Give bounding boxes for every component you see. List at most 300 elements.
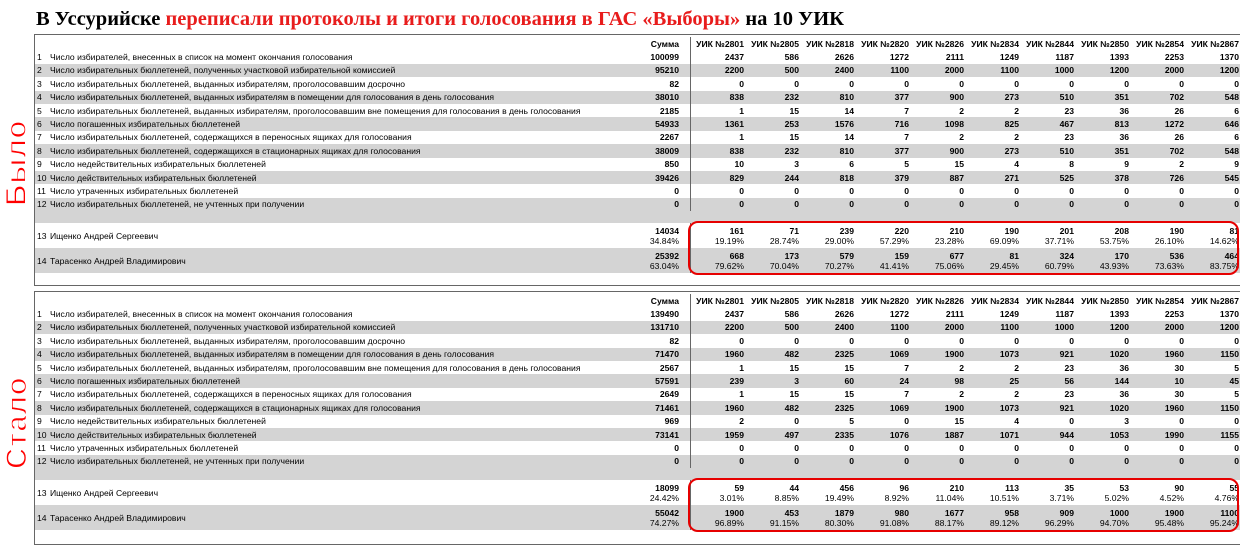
row-number: 7 bbox=[37, 389, 42, 400]
candidate-sum-percent: 74.27% bbox=[649, 517, 679, 528]
candidate-votes: 677 bbox=[949, 250, 964, 261]
row-label bbox=[35, 455, 640, 468]
candidate-percent: 91.08% bbox=[879, 517, 909, 528]
row-number: 2 bbox=[37, 322, 42, 333]
row-number: 3 bbox=[37, 78, 42, 89]
table-row bbox=[35, 77, 1240, 90]
row-value: 26 bbox=[1174, 132, 1184, 143]
row-label bbox=[35, 307, 640, 320]
row-value: 15 bbox=[844, 389, 854, 400]
row-value: 273 bbox=[1004, 92, 1019, 103]
row-value: 351 bbox=[1114, 92, 1129, 103]
candidate-sum bbox=[640, 505, 681, 530]
candidate-votes: 210 bbox=[949, 225, 964, 236]
row-value: 0 bbox=[794, 78, 799, 89]
candidate-votes: 201 bbox=[1059, 225, 1074, 236]
row-value: 1069 bbox=[889, 349, 909, 360]
candidate-sum-votes: 55042 bbox=[655, 507, 679, 518]
row-sum: 850 bbox=[664, 159, 679, 170]
row-number: 14 bbox=[37, 255, 47, 266]
candidate-votes: 579 bbox=[839, 250, 854, 261]
table-row bbox=[35, 361, 1240, 374]
row-number: 7 bbox=[37, 132, 42, 143]
table-row bbox=[35, 415, 1240, 428]
row-label bbox=[35, 117, 640, 130]
row-sum: 0 bbox=[674, 199, 679, 210]
row-value: 1272 bbox=[889, 52, 909, 63]
row-value: 253 bbox=[784, 119, 799, 130]
row-sum: 0 bbox=[674, 186, 679, 197]
column-gap bbox=[681, 184, 691, 197]
candidate-percent: 96.89% bbox=[714, 517, 744, 528]
row-value: 23 bbox=[1064, 132, 1074, 143]
row-value: 377 bbox=[894, 92, 909, 103]
row-number: 6 bbox=[37, 376, 42, 387]
row-sum: 969 bbox=[664, 416, 679, 427]
row-value: 144 bbox=[1114, 376, 1129, 387]
row-value: 1393 bbox=[1109, 309, 1129, 320]
table-header-row bbox=[35, 294, 1240, 307]
candidate-percent: 57.29% bbox=[879, 235, 909, 246]
candidate-percent: 28.74% bbox=[769, 235, 799, 246]
row-value: 1249 bbox=[999, 309, 1019, 320]
header-uik: УИК №2844 bbox=[1026, 38, 1074, 49]
candidate-votes: 208 bbox=[1114, 225, 1129, 236]
row-value: 702 bbox=[1169, 145, 1184, 156]
row-value: 23 bbox=[1064, 105, 1074, 116]
candidate-votes: 239 bbox=[839, 225, 854, 236]
column-gap bbox=[681, 348, 691, 361]
row-value: 0 bbox=[849, 186, 854, 197]
row-value: 0 bbox=[849, 78, 854, 89]
candidate-sum-votes: 25392 bbox=[655, 250, 679, 261]
row-text: Число недействительных избирательных бюллетеней bbox=[50, 159, 266, 170]
row-label bbox=[35, 158, 640, 171]
candidate-votes: 958 bbox=[1004, 507, 1019, 518]
candidate-votes: 909 bbox=[1059, 507, 1074, 518]
row-value: 1098 bbox=[944, 119, 964, 130]
row-text: Число недействительных избирательных бюллетеней bbox=[50, 416, 266, 427]
header-uik: УИК №2867 bbox=[1191, 295, 1239, 306]
candidate-votes: 1900 bbox=[1164, 507, 1184, 518]
row-value: 1960 bbox=[724, 349, 744, 360]
row-value: 6 bbox=[1234, 105, 1239, 116]
row-label bbox=[35, 361, 640, 374]
table-row bbox=[35, 104, 1240, 117]
row-value: 0 bbox=[1234, 416, 1239, 427]
candidate-percent: 91.15% bbox=[769, 517, 799, 528]
table-row bbox=[35, 321, 1240, 334]
row-value: 2626 bbox=[834, 52, 854, 63]
row-sum: 73141 bbox=[655, 429, 679, 440]
header-uik: УИК №2801 bbox=[696, 38, 744, 49]
candidate-percent: 19.49% bbox=[824, 492, 854, 503]
row-value: 1076 bbox=[889, 429, 909, 440]
candidate-votes: 1100 bbox=[1220, 507, 1239, 518]
table-row bbox=[35, 334, 1240, 347]
row-label bbox=[35, 50, 640, 63]
candidate-votes: 220 bbox=[894, 225, 909, 236]
row-label bbox=[35, 401, 640, 414]
row-value: 2400 bbox=[834, 65, 854, 76]
column-gap bbox=[681, 37, 691, 50]
row-value: 0 bbox=[1014, 443, 1019, 454]
row-text: Число избирательных бюллетеней, не учтенных при получении bbox=[50, 456, 305, 467]
candidate-percent: 8.92% bbox=[884, 492, 909, 503]
candidate-percent: 96.29% bbox=[1044, 517, 1074, 528]
row-value: 0 bbox=[1179, 416, 1184, 427]
row-value: 1 bbox=[739, 362, 744, 373]
candidate-percent: 3.01% bbox=[719, 492, 744, 503]
row-value: 0 bbox=[1179, 186, 1184, 197]
header-uik: УИК №2820 bbox=[861, 295, 909, 306]
row-value: 377 bbox=[894, 145, 909, 156]
row-value: 2 bbox=[1014, 362, 1019, 373]
row-text: Число избирательных бюллетеней, выданных избирателям, проголосовавшим вне помещения для голосования в день голосования bbox=[50, 362, 581, 373]
row-value: 239 bbox=[729, 376, 744, 387]
row-value: 1020 bbox=[1109, 349, 1129, 360]
row-value: 0 bbox=[1069, 456, 1074, 467]
candidate-percent: 11.04% bbox=[935, 492, 964, 503]
column-gap bbox=[681, 198, 691, 211]
candidate-votes: 190 bbox=[1169, 225, 1184, 236]
row-value: 30 bbox=[1174, 389, 1184, 400]
row-value: 1960 bbox=[1164, 402, 1184, 413]
row-value: 838 bbox=[729, 92, 744, 103]
row-sum: 38009 bbox=[655, 145, 679, 156]
row-value: 0 bbox=[1124, 199, 1129, 210]
row-value: 0 bbox=[1179, 335, 1184, 346]
table-row bbox=[35, 117, 1240, 130]
headline-highlight: переписали протоколы и итоги голосования в ГАС «Выборы» bbox=[165, 8, 741, 30]
row-value: 0 bbox=[1014, 456, 1019, 467]
row-number: 1 bbox=[37, 309, 42, 320]
row-value: 2253 bbox=[1164, 309, 1184, 320]
row-value: 7 bbox=[904, 362, 909, 373]
header-uik: УИК №2818 bbox=[806, 38, 854, 49]
row-value: 586 bbox=[784, 52, 799, 63]
candidate-votes: 464 bbox=[1224, 250, 1239, 261]
row-sum: 38010 bbox=[655, 92, 679, 103]
header-uik: УИК №2818 bbox=[806, 295, 854, 306]
table-row bbox=[35, 50, 1240, 63]
row-label bbox=[35, 131, 640, 144]
candidate-votes: 324 bbox=[1059, 250, 1074, 261]
row-value: 1071 bbox=[999, 429, 1019, 440]
row-value: 1069 bbox=[889, 402, 909, 413]
candidate-percent: 4.76% bbox=[1214, 492, 1239, 503]
row-text: Число избирательных бюллетеней, выданных избирателям, проголосовавшим вне помещения для голосования в день голосования bbox=[50, 105, 581, 116]
candidate-percent: 70.27% bbox=[824, 260, 854, 271]
row-value: 0 bbox=[739, 78, 744, 89]
row-sum: 0 bbox=[674, 443, 679, 454]
row-value: 1020 bbox=[1109, 402, 1129, 413]
row-text: Число избирательных бюллетеней, содержащихся в переносных ящиках для голосования bbox=[50, 132, 412, 143]
row-value: 810 bbox=[839, 92, 854, 103]
row-text: Число избирательных бюллетеней, полученных участковой избирательной комиссией bbox=[50, 322, 396, 333]
candidate-percent: 88.17% bbox=[934, 517, 964, 528]
row-value: 379 bbox=[894, 172, 909, 183]
row-value: 273 bbox=[1004, 145, 1019, 156]
row-sum: 2567 bbox=[659, 362, 679, 373]
row-value: 0 bbox=[739, 456, 744, 467]
candidate-percent: 3.71% bbox=[1049, 492, 1074, 503]
row-label bbox=[35, 388, 640, 401]
row-text: Число избирательных бюллетеней, выданных избирателям, проголосовавшим досрочно bbox=[50, 78, 406, 89]
candidate-votes: 44 bbox=[789, 482, 799, 493]
row-number: 5 bbox=[37, 362, 42, 373]
table-row bbox=[35, 388, 1240, 401]
row-value: 1000 bbox=[1054, 322, 1074, 333]
row-number: 2 bbox=[37, 65, 42, 76]
row-value: 0 bbox=[794, 335, 799, 346]
column-gap bbox=[681, 131, 691, 144]
candidate-label bbox=[35, 505, 640, 530]
row-sum: 2649 bbox=[659, 389, 679, 400]
row-text: Число погашенных избирательных бюллетеней bbox=[50, 119, 241, 130]
candidate-percent: 19.19% bbox=[714, 235, 744, 246]
row-value: 0 bbox=[849, 199, 854, 210]
column-gap bbox=[681, 455, 691, 468]
row-value: 2325 bbox=[834, 349, 854, 360]
row-value: 0 bbox=[739, 186, 744, 197]
row-value: 1100 bbox=[890, 322, 909, 333]
row-value: 0 bbox=[904, 443, 909, 454]
row-value: 497 bbox=[784, 429, 799, 440]
row-label bbox=[35, 198, 640, 211]
row-value: 0 bbox=[1069, 416, 1074, 427]
candidate-percent: 95.48% bbox=[1154, 517, 1184, 528]
row-label bbox=[35, 321, 640, 334]
row-value: 232 bbox=[784, 92, 799, 103]
candidate-percent: 79.62% bbox=[714, 260, 744, 271]
row-label bbox=[35, 104, 640, 117]
header-uik: УИК №2867 bbox=[1191, 38, 1239, 49]
row-label bbox=[35, 77, 640, 90]
candidate-votes: 1900 bbox=[724, 507, 744, 518]
row-value: 1200 bbox=[1109, 65, 1129, 76]
candidate-percent: 89.12% bbox=[989, 517, 1019, 528]
row-value: 2 bbox=[739, 416, 744, 427]
row-value: 0 bbox=[1069, 78, 1074, 89]
row-value: 1272 bbox=[1164, 119, 1184, 130]
row-value: 0 bbox=[739, 335, 744, 346]
row-value: 5 bbox=[904, 159, 909, 170]
table-row bbox=[35, 348, 1240, 361]
row-value: 5 bbox=[1234, 362, 1239, 373]
row-label bbox=[35, 441, 640, 454]
candidate-percent: 70.04% bbox=[769, 260, 799, 271]
row-text: Число избирателей, внесенных в список на момент окончания голосования bbox=[50, 52, 353, 63]
row-label bbox=[35, 144, 640, 157]
table-row bbox=[35, 441, 1240, 454]
row-value: 2000 bbox=[1164, 65, 1184, 76]
table-row bbox=[35, 428, 1240, 441]
row-value: 1272 bbox=[889, 309, 909, 320]
row-value: 7 bbox=[904, 132, 909, 143]
candidate-votes: 55 bbox=[1229, 482, 1239, 493]
row-value: 232 bbox=[784, 145, 799, 156]
row-text: Число действительных избирательных бюллетеней bbox=[50, 429, 257, 440]
row-value: 15 bbox=[789, 132, 799, 143]
row-value: 6 bbox=[1234, 132, 1239, 143]
row-value: 545 bbox=[1224, 172, 1239, 183]
row-value: 0 bbox=[1179, 78, 1184, 89]
row-number: 9 bbox=[37, 416, 42, 427]
row-value: 2253 bbox=[1164, 52, 1184, 63]
row-value: 378 bbox=[1114, 172, 1129, 183]
table-row bbox=[35, 374, 1240, 387]
row-value: 1393 bbox=[1109, 52, 1129, 63]
row-sum: 39426 bbox=[655, 172, 679, 183]
row-value: 0 bbox=[904, 416, 909, 427]
row-text: Число избирательных бюллетеней, выданных избирателям в помещении для голосования в день голосования bbox=[50, 349, 495, 360]
row-value: 510 bbox=[1059, 145, 1074, 156]
row-value: 1 bbox=[739, 132, 744, 143]
row-value: 0 bbox=[1069, 443, 1074, 454]
header-uik: УИК №2826 bbox=[916, 295, 964, 306]
row-value: 2 bbox=[959, 362, 964, 373]
headline-part1: В Уссурийске bbox=[36, 8, 166, 30]
row-text: Число избирательных бюллетеней, полученных участковой избирательной комиссией bbox=[50, 65, 396, 76]
row-value: 1200 bbox=[1219, 322, 1239, 333]
candidate-votes: 96 bbox=[899, 482, 909, 493]
column-gap bbox=[681, 144, 691, 157]
row-value: 1053 bbox=[1109, 429, 1129, 440]
row-number: 11 bbox=[37, 443, 46, 454]
candidate-name: Ищенко Андрей Сергеевич bbox=[50, 487, 159, 498]
candidate-percent: 10.51% bbox=[989, 492, 1019, 503]
row-value: 7 bbox=[904, 389, 909, 400]
row-value: 10 bbox=[734, 159, 744, 170]
row-value: 2400 bbox=[834, 322, 854, 333]
row-value: 1150 bbox=[1220, 402, 1239, 413]
row-value: 0 bbox=[904, 78, 909, 89]
row-value: 1959 bbox=[724, 429, 744, 440]
row-sum: 95210 bbox=[655, 65, 679, 76]
row-value: 56 bbox=[1064, 376, 1074, 387]
row-sum: 131710 bbox=[650, 322, 679, 333]
row-value: 0 bbox=[1234, 186, 1239, 197]
row-value: 482 bbox=[784, 349, 799, 360]
row-value: 0 bbox=[959, 456, 964, 467]
candidate-votes: 71 bbox=[789, 225, 799, 236]
row-value: 2626 bbox=[834, 309, 854, 320]
row-value: 4 bbox=[1014, 159, 1019, 170]
row-value: 0 bbox=[849, 335, 854, 346]
candidate-percent: 26.10% bbox=[1154, 235, 1184, 246]
candidate-name: Тарасенко Андрей Владимирович bbox=[50, 255, 186, 266]
row-value: 0 bbox=[1179, 456, 1184, 467]
row-value: 1150 bbox=[1220, 349, 1239, 360]
row-value: 900 bbox=[949, 92, 964, 103]
row-value: 0 bbox=[1124, 78, 1129, 89]
row-value: 2325 bbox=[834, 402, 854, 413]
table-row bbox=[35, 184, 1240, 197]
row-value: 1200 bbox=[1109, 322, 1129, 333]
row-value: 271 bbox=[1004, 172, 1019, 183]
candidate-votes: 90 bbox=[1174, 482, 1184, 493]
row-value: 14 bbox=[844, 132, 854, 143]
row-value: 60 bbox=[844, 376, 854, 387]
header-uik: УИК №2850 bbox=[1081, 38, 1129, 49]
highlight-box bbox=[688, 478, 1239, 532]
row-value: 2111 bbox=[945, 52, 964, 63]
row-value: 3 bbox=[1124, 416, 1129, 427]
row-number: 9 bbox=[37, 159, 42, 170]
row-label bbox=[35, 171, 640, 184]
row-value: 2 bbox=[1179, 159, 1184, 170]
row-label bbox=[35, 428, 640, 441]
row-value: 0 bbox=[1234, 443, 1239, 454]
row-value: 0 bbox=[1014, 78, 1019, 89]
candidate-percent: 69.09% bbox=[989, 235, 1019, 246]
after-label: Стало bbox=[0, 376, 33, 470]
column-gap bbox=[681, 307, 691, 320]
row-value: 0 bbox=[1234, 199, 1239, 210]
row-value: 351 bbox=[1114, 145, 1129, 156]
row-value: 0 bbox=[1179, 199, 1184, 210]
row-value: 0 bbox=[959, 199, 964, 210]
row-value: 829 bbox=[729, 172, 744, 183]
row-number: 8 bbox=[37, 402, 42, 413]
row-value: 0 bbox=[1234, 78, 1239, 89]
candidate-percent: 37.71% bbox=[1044, 235, 1074, 246]
row-number: 14 bbox=[37, 512, 47, 523]
headline bbox=[36, 6, 844, 32]
candidate-label bbox=[35, 223, 640, 248]
table-header-row bbox=[35, 37, 1240, 50]
header-uik: УИК №2805 bbox=[751, 295, 799, 306]
candidate-votes: 1000 bbox=[1109, 507, 1129, 518]
row-text: Число действительных избирательных бюллетеней bbox=[50, 172, 257, 183]
row-value: 1249 bbox=[999, 52, 1019, 63]
table-row bbox=[35, 158, 1240, 171]
row-number: 1 bbox=[37, 52, 42, 63]
row-value: 5 bbox=[849, 416, 854, 427]
row-value: 500 bbox=[784, 65, 799, 76]
candidate-votes: 536 bbox=[1169, 250, 1184, 261]
header-uik: УИК №2805 bbox=[751, 38, 799, 49]
candidate-votes: 161 bbox=[729, 225, 744, 236]
header-uik: УИК №2850 bbox=[1081, 295, 1129, 306]
row-sum: 54933 bbox=[655, 119, 679, 130]
header-uik: УИК №2834 bbox=[971, 295, 1019, 306]
row-sum: 2267 bbox=[659, 132, 679, 143]
column-gap bbox=[681, 388, 691, 401]
row-sum: 100099 bbox=[650, 52, 679, 63]
row-value: 15 bbox=[954, 416, 964, 427]
row-value: 2437 bbox=[724, 52, 744, 63]
highlight-box bbox=[688, 221, 1239, 275]
row-text: Число утраченных избирательных бюллетеней bbox=[50, 186, 239, 197]
row-value: 1 bbox=[739, 105, 744, 116]
row-value: 24 bbox=[899, 376, 909, 387]
row-value: 0 bbox=[794, 199, 799, 210]
row-value: 15 bbox=[954, 159, 964, 170]
row-value: 5 bbox=[1234, 389, 1239, 400]
row-value: 45 bbox=[1229, 376, 1239, 387]
row-value: 0 bbox=[959, 335, 964, 346]
row-value: 818 bbox=[839, 172, 854, 183]
row-value: 1187 bbox=[1055, 52, 1074, 63]
column-gap bbox=[681, 441, 691, 454]
row-value: 0 bbox=[794, 456, 799, 467]
candidate-votes: 668 bbox=[729, 250, 744, 261]
row-value: 0 bbox=[1069, 335, 1074, 346]
row-number: 5 bbox=[37, 105, 42, 116]
row-sum: 71470 bbox=[655, 349, 679, 360]
